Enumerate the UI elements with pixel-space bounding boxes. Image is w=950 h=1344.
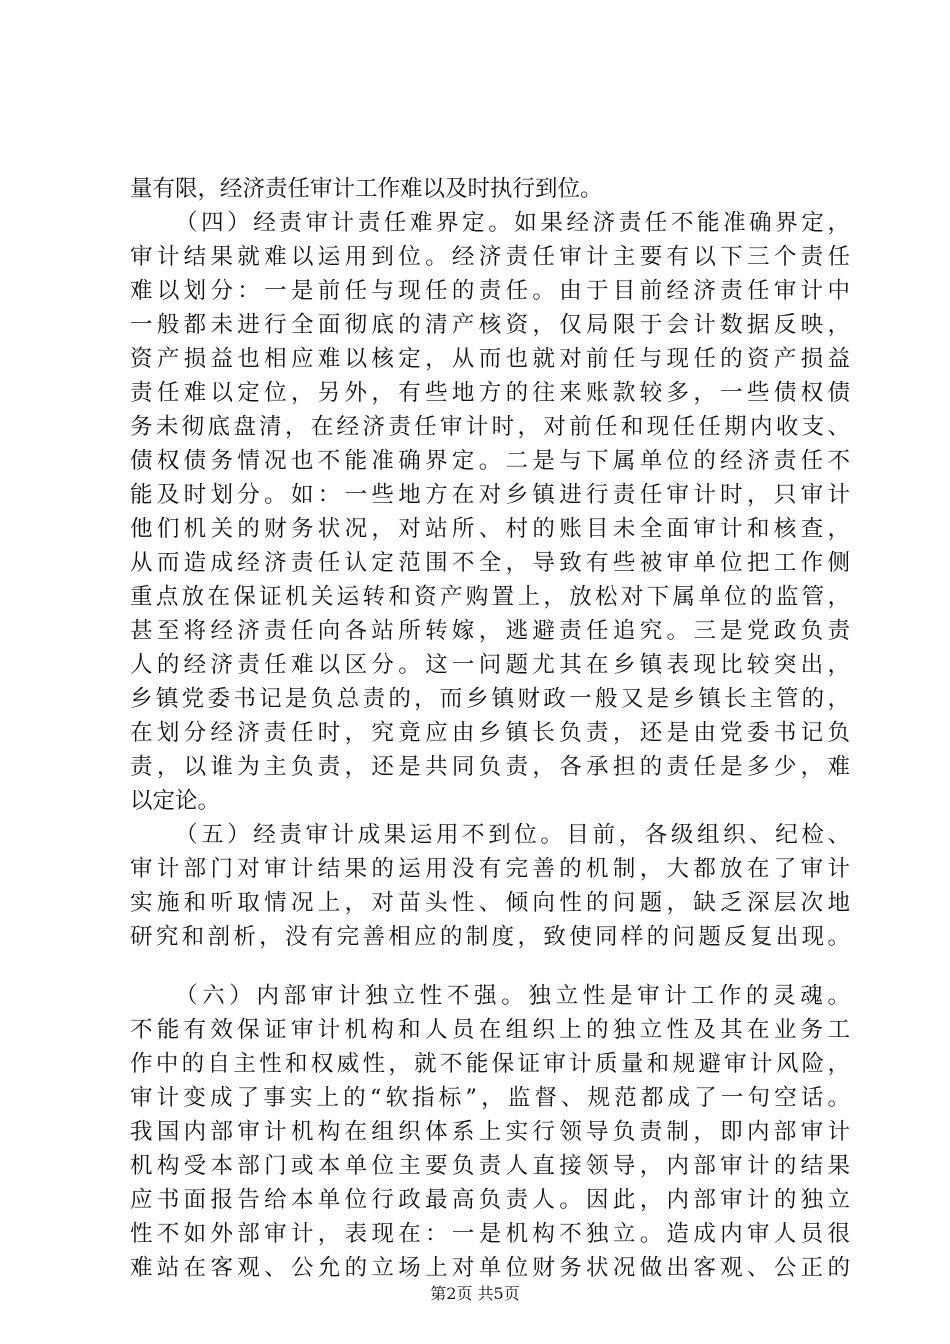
text-line: 能及时划分。如：一些地方在对乡镇进行责任审计时，只审计 [130, 482, 850, 508]
text-line: 债权债务情况也不能准确界定。二是与下属单位的经济责任不 [130, 448, 850, 474]
text-line: 重点放在保证机关运转和资产购置上，放松对下属单位的监管， [130, 584, 850, 610]
text-line: 审计部门对审计结果的运用没有完善的机制，大都放在了审计 [130, 856, 850, 882]
text-line: 审计结果就难以运用到位。经济责任审计主要有以下三个责任 [130, 244, 850, 270]
text-line: 一般都未进行全面彻底的清产核资，仅局限于会计数据反映， [130, 312, 850, 338]
text-line: 不能有效保证审计机构和人员在组织上的独立性及其在业务工 [130, 1017, 850, 1043]
text-line: 机构受本部门或本单位主要负责人直接领导，内部审计的结果 [130, 1153, 850, 1179]
text-line: 甚至将经济责任向各站所转嫁，逃避责任追究。三是党政负责 [130, 618, 850, 644]
text-line: 责，以谁为主负责，还是共同负责，各承担的责任是多少，难 [130, 754, 850, 780]
text-line: 责任难以定位，另外，有些地方的往来账款较多，一些债权债 [130, 380, 850, 406]
text-line: 以定论。 [130, 788, 221, 814]
page-number-footer: 第2页 共5页 [430, 1284, 520, 1303]
text-line: （五）经责审计成果运用不到位。目前，各级组织、纪检、 [175, 822, 850, 848]
paragraph-gap [130, 954, 850, 979]
text-line: 量有限，经济责任审计工作难以及时执行到位。 [130, 176, 603, 202]
text-line: 人的经济责任难以区分。这一问题尤其在乡镇表现比较突出， [130, 652, 850, 678]
text-line: 他们机关的财务状况，对站所、村的账目未全面审计和核查， [130, 516, 850, 542]
text-line: 性不如外部审计，表现在：一是机构不独立。造成内审人员很 [130, 1221, 850, 1247]
text-line: 难站在客观、公允的立场上对单位财务状况做出客观、公正的 [130, 1255, 850, 1281]
text-line: 应书面报告给本单位行政最高负责人。因此，内部审计的独立 [130, 1187, 850, 1213]
text-line: （四）经责审计责任难界定。如果经济责任不能准确界定， [175, 210, 850, 236]
text-line: 我国内部审计机构在组织体系上实行领导负责制，即内部审计 [130, 1119, 850, 1145]
text-line: 在划分经济责任时，究竟应由乡镇长负责，还是由党委书记负 [130, 720, 850, 746]
text-line: 从而造成经济责任认定范围不全，导致有些被审单位把工作侧 [130, 550, 850, 576]
text-line: 实施和听取情况上，对苗头性、倾向性的问题，缺乏深层次地 [130, 890, 850, 916]
text-line: 审计变成了事实上的“软指标”，监督、规范都成了一句空话。 [130, 1085, 850, 1111]
text-line: 资产损益也相应难以核定，从而也就对前任与现任的资产损益 [130, 346, 850, 372]
document-body [130, 172, 850, 1285]
text-line: 乡镇党委书记是负总责的，而乡镇财政一般又是乡镇长主管的， [130, 686, 850, 712]
text-line: 作中的自主性和权威性，就不能保证审计质量和规避审计风险， [130, 1051, 850, 1077]
text-line: 研究和剖析，没有完善相应的制度，致使同样的问题反复出现。 [130, 924, 850, 950]
text-line: 难以划分：一是前任与现任的责任。由于目前经济责任审计中 [130, 278, 850, 304]
text-line: （六）内部审计独立性不强。独立性是审计工作的灵魂。 [175, 983, 850, 1009]
text-line: 务未彻底盘清，在经济责任审计时，对前任和现任任期内收支、 [130, 414, 850, 440]
